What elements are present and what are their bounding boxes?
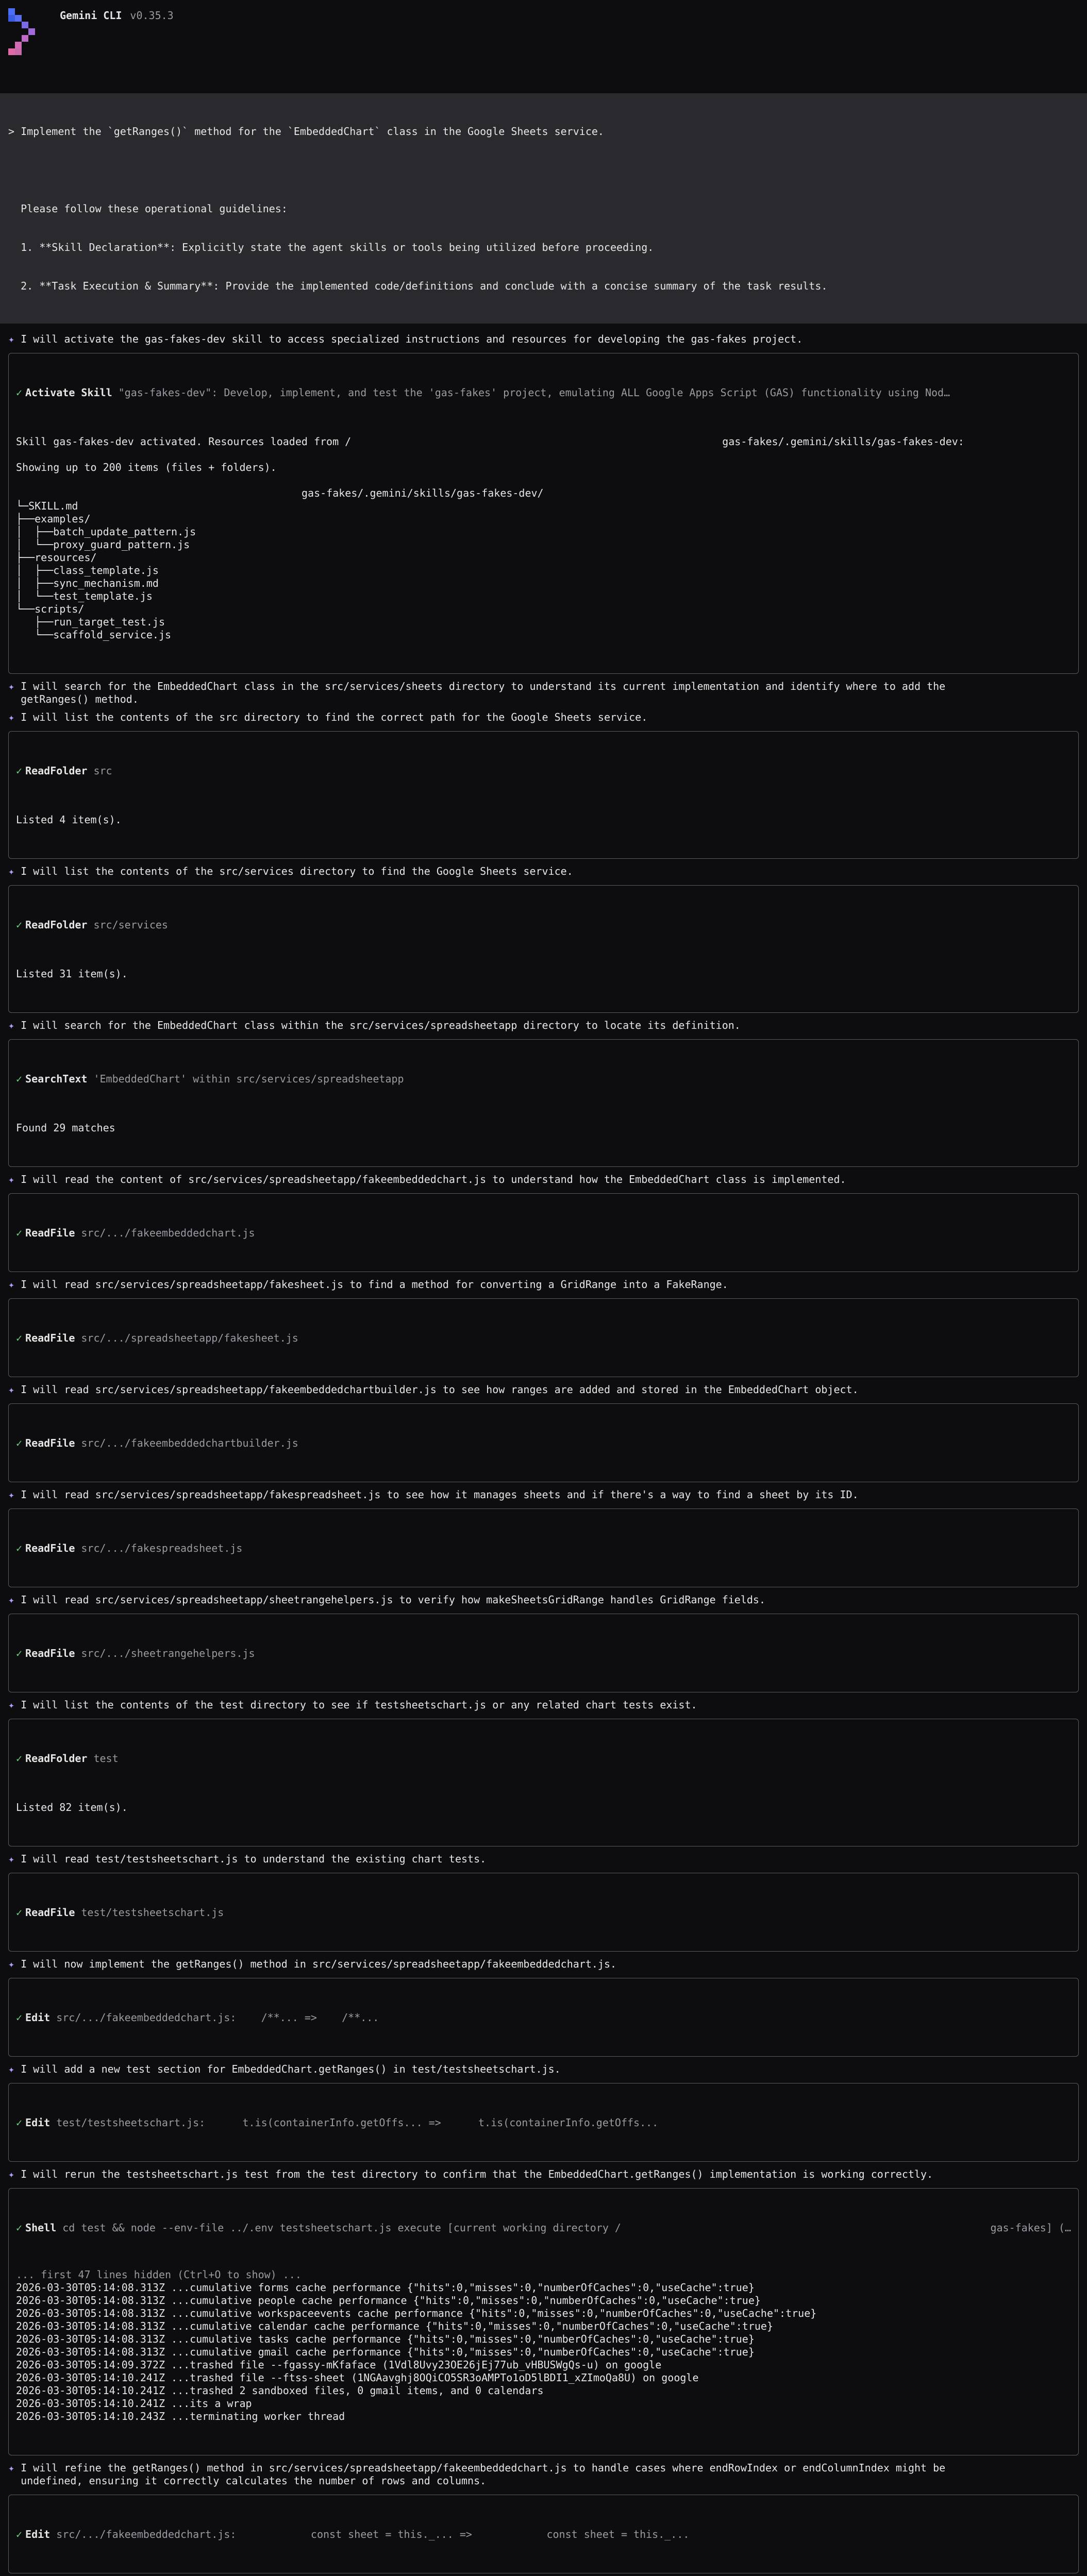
tool-output: Listed 82 item(s). (16, 1801, 128, 1814)
tool-activate-skill[interactable] (8, 353, 1079, 674)
tree-item: │ └──test_template.js (16, 590, 153, 602)
shell-line: 2026-03-30T05:14:08.313Z ...cumulative forms cache performance {"hits":0,"misses":0,"numberOfCaches":0,"useCache":true} (16, 2281, 755, 2294)
tool-shell[interactable] (8, 2188, 1079, 2455)
gemini-logo-icon (8, 8, 49, 65)
tool-desc: test (93, 1752, 119, 1765)
tree-item: ├──examples/ (16, 513, 91, 525)
message-text: I will now implement the getRanges() method in src/services/spreadsheetapp/fakeembeddedchart.js. (14, 1958, 617, 1970)
tool-name: Edit (25, 2011, 51, 2024)
tool-searchtext[interactable] (8, 1039, 1079, 1167)
check-icon: ✓ (16, 1437, 23, 1449)
shell-line: 2026-03-30T05:14:08.313Z ...cumulative people cache performance {"hits":0,"misses":0,"numberOfCaches":0,"useCache":true} (16, 2294, 761, 2307)
tool-name: ReadFolder (25, 919, 88, 931)
sparkle-icon: ✦ (8, 711, 15, 723)
message-text: I will refine the getRanges() method in src/services/spreadsheetapp/fakeembeddedchart.js to handle cases where endRowIndex or endColumnIndex might be (14, 2462, 946, 2474)
check-icon: ✓ (16, 1542, 23, 1554)
tool-edit[interactable] (8, 1978, 1079, 2057)
tool-desc: src/.../spreadsheetapp/fakesheet.js (81, 1332, 298, 1344)
shell-line: ... first 47 lines hidden (Ctrl+O to show) ... (16, 2268, 302, 2281)
shell-line: 2026-03-30T05:14:08.313Z ...cumulative tasks cache performance {"hits":0,"misses":0,"numberOfCaches":0,"useCache":true} (16, 2333, 755, 2345)
agent-message (8, 1594, 1079, 1606)
sparkle-icon: ✦ (8, 2462, 15, 2474)
sparkle-icon: ✦ (8, 2168, 15, 2180)
agent-message: getRanges() method. (8, 693, 139, 705)
tool-desc: src/.../fakeembeddedchart.js: /**... => /**... (56, 2011, 379, 2024)
agent-message (8, 1958, 1079, 1971)
agent-message (8, 1173, 1079, 1186)
tool-readfolder[interactable] (8, 1719, 1079, 1846)
showing-text: Showing up to 200 items (files + folders). (16, 461, 277, 473)
skill-loaded-path: gas-fakes/.gemini/skills/gas-fakes-dev: (722, 435, 964, 448)
prompt-line: 2. **Task Execution & Summary**: Provide the implemented code/definitions and conclude with a concise summary of the task results. (8, 280, 828, 292)
check-icon: ✓ (16, 919, 23, 931)
message-text: I will rerun the testsheetschart.js test from the test directory to confirm that the EmbeddedChart.getRanges() implementation is working correctly. (14, 2168, 933, 2180)
sparkle-icon: ✦ (8, 680, 15, 692)
check-icon: ✓ (16, 1073, 23, 1085)
tool-desc: cd test && node --env-file ../.env testsheetschart.js execute [current working directory / (62, 2222, 621, 2234)
prompt-line (8, 164, 1079, 177)
tool-name: ReadFile (25, 1906, 75, 1919)
prompt-line: 1. **Skill Declaration**: Explicitly state the agent skills or tools being utilized before proceeding. (8, 241, 654, 253)
agent-message (8, 1488, 1079, 1501)
sparkle-icon: ✦ (8, 1383, 15, 1396)
tree-item: └──scaffold_service.js (16, 629, 172, 641)
tool-desc: test/testsheetschart.js (81, 1906, 224, 1919)
tool-name: Activate Skill (25, 386, 112, 399)
agent-message (8, 1853, 1079, 1866)
check-icon: ✓ (16, 1752, 23, 1765)
tool-readfile[interactable] (8, 1403, 1079, 1482)
tool-desc: src/.../fakespreadsheet.js (81, 1542, 243, 1554)
message-text: I will add a new test section for EmbeddedChart.getRanges() in test/testsheetschart.js. (14, 2063, 561, 2075)
agent-message (8, 333, 1079, 346)
check-icon: ✓ (16, 1332, 23, 1344)
app-name: Gemini CLI (60, 9, 122, 22)
tool-name: Edit (25, 2116, 51, 2129)
tree-item: │ ├──sync_mechanism.md (16, 577, 159, 589)
tool-desc: test/testsheetschart.js: t.is(containerInfo.getOffs... => t.is(containerInfo.getOffs... (56, 2116, 659, 2129)
message-text: I will read src/services/spreadsheetapp/sheetrangehelpers.js to verify how makeSheetsGridRange handles GridRange fields. (14, 1594, 766, 1606)
check-icon: ✓ (16, 2222, 23, 2234)
sparkle-icon: ✦ (8, 2063, 15, 2075)
tool-readfile[interactable] (8, 1298, 1079, 1377)
sparkle-icon: ✦ (8, 1019, 15, 1031)
tree-item: │ └──proxy_guard_pattern.js (16, 538, 190, 551)
check-icon: ✓ (16, 2528, 23, 2540)
tool-name: ReadFile (25, 1647, 75, 1659)
check-icon: ✓ (16, 2116, 23, 2129)
tool-output: Found 29 matches (16, 1122, 115, 1134)
tool-desc: src (93, 765, 112, 777)
tool-readfile[interactable] (8, 1614, 1079, 1692)
shell-output (16, 2268, 1071, 2423)
tool-desc: src/.../fakeembeddedchartbuilder.js (81, 1437, 298, 1449)
file-tree (16, 500, 1071, 641)
message-text: I will read src/services/spreadsheetapp/fakespreadsheet.js to see how it manages sheets and if there's a way to find a sheet by its ID. (14, 1488, 859, 1501)
sparkle-icon: ✦ (8, 1173, 15, 1185)
shell-line: 2026-03-30T05:14:10.241Z ...trashed 2 sandboxed files, 0 gmail items, and 0 calendars (16, 2384, 544, 2397)
agent-message (8, 1383, 1079, 1396)
tool-readfile[interactable] (8, 1509, 1079, 1587)
tool-name: ReadFile (25, 1542, 75, 1554)
message-text: I will search for the EmbeddedChart class within the src/services/spreadsheetapp directory to locate its definition. (14, 1019, 741, 1031)
tool-desc-right: gas-fakes] (… (990, 2222, 1071, 2234)
user-prompt (0, 93, 1087, 324)
prompt-line: > Implement the `getRanges()` method for the `EmbeddedChart` class in the Google Sheets service. (8, 125, 604, 138)
tool-readfile[interactable] (8, 1873, 1079, 1952)
tool-name: Shell (25, 2222, 57, 2234)
sparkle-icon: ✦ (8, 1853, 15, 1865)
tool-name: ReadFile (25, 1437, 75, 1449)
sparkle-icon: ✦ (8, 1958, 15, 1970)
tree-item: ├──run_target_test.js (16, 616, 165, 628)
shell-line: 2026-03-30T05:14:08.313Z ...cumulative gmail cache performance {"hits":0,"misses":0,"numberOfCaches":0,"useCache":true} (16, 2346, 755, 2358)
message-text: I will list the contents of the src/services directory to find the Google Sheets service. (14, 865, 573, 877)
tool-desc: "gas-fakes-dev": Develop, implement, and test the 'gas-fakes' project, emulating ALL Google Apps Script (GAS) functionality using Nod… (118, 386, 950, 399)
tool-output (16, 435, 1071, 641)
message-text: I will activate the gas-fakes-dev skill to access specialized instructions and resources for developing the gas-fakes project. (14, 333, 803, 345)
tool-name: ReadFolder (25, 1752, 88, 1765)
agent-message (8, 711, 1079, 724)
shell-line: 2026-03-30T05:14:09.372Z ...trashed file --fgassy-mKfaface (1Vdl8Uvy23OE26jEj77ub_vHBUSWgQs-u) on google (16, 2359, 662, 2371)
tool-output: Listed 31 item(s). (16, 968, 128, 980)
agent-message (8, 1699, 1079, 1711)
tool-desc: src/services (93, 919, 168, 931)
tool-edit[interactable] (8, 2495, 1079, 2573)
tool-readfile[interactable] (8, 1193, 1079, 1272)
tool-name: Edit (25, 2528, 51, 2540)
sparkle-icon: ✦ (8, 1699, 15, 1711)
tree-item: └─SKILL.md (16, 500, 78, 512)
agent-message (8, 865, 1079, 878)
shell-line: 2026-03-30T05:14:10.241Z ...trashed file --ftss-sheet (1NGAavghj8OQiCO5SR3oAMPTo1oD5lBDI1_xZImoQa8U) on google (16, 2371, 699, 2384)
shell-line: 2026-03-30T05:14:10.243Z ...terminating worker thread (16, 2410, 345, 2422)
check-icon: ✓ (16, 1906, 23, 1919)
sparkle-icon: ✦ (8, 1278, 15, 1291)
tool-name: ReadFolder (25, 765, 88, 777)
tool-output: Listed 4 item(s). (16, 814, 122, 826)
tool-desc: 'EmbeddedChart' within src/services/spreadsheetapp (93, 1073, 404, 1085)
message-text: I will read test/testsheetschart.js to understand the existing chart tests. (14, 1853, 487, 1865)
tree-item: │ ├──class_template.js (16, 564, 159, 577)
tool-desc: src/.../sheetrangehelpers.js (81, 1647, 255, 1659)
tool-name: SearchText (25, 1073, 88, 1085)
header (8, 8, 1079, 70)
tool-desc: src/.../fakeembeddedchart.js: const sheet = this._... => const sheet = this._... (56, 2528, 690, 2540)
message-text: I will read src/services/spreadsheetapp/fakeembeddedchartbuilder.js to see how ranges are added and stored in the EmbeddedChart object. (14, 1383, 859, 1396)
shell-line: 2026-03-30T05:14:08.313Z ...cumulative calendar cache performance {"hits":0,"misses":0,"numberOfCaches":0,"useCache":true} (16, 2320, 774, 2332)
tree-item: ├──resources/ (16, 551, 97, 564)
check-icon: ✓ (16, 386, 23, 399)
agent-message (8, 2063, 1079, 2076)
tree-item: │ ├──batch_update_pattern.js (16, 526, 196, 538)
message-text: I will search for the EmbeddedChart class in the src/services/sheets directory to understand its current implementation and identify where to add the (14, 680, 946, 692)
check-icon: ✓ (16, 1227, 23, 1239)
tool-name: ReadFile (25, 1332, 75, 1344)
shell-line: 2026-03-30T05:14:10.241Z ...its a wrap (16, 2397, 252, 2410)
check-icon: ✓ (16, 1647, 23, 1659)
check-icon: ✓ (16, 2011, 23, 2024)
message-text: I will read the content of src/services/spreadsheetapp/fakeembeddedchart.js to understand how the EmbeddedChart class is implemented. (14, 1173, 846, 1185)
agent-message (8, 2462, 1079, 2475)
tool-readfolder[interactable] (8, 885, 1079, 1013)
sparkle-icon: ✦ (8, 1488, 15, 1501)
tree-item: └──scripts/ (16, 603, 85, 615)
skill-loaded-text: Skill gas-fakes-dev activated. Resources loaded from / (16, 435, 352, 448)
check-icon: ✓ (16, 765, 23, 777)
app-version: v0.35.3 (130, 9, 174, 22)
sparkle-icon: ✦ (8, 865, 15, 877)
agent-message (8, 1278, 1079, 1291)
message-text: I will read src/services/spreadsheetapp/fakesheet.js to find a method for converting a GridRange into a FakeRange. (14, 1278, 728, 1291)
agent-message (8, 680, 1079, 693)
message-text: I will list the contents of the src directory to find the correct path for the Google Sheets service. (14, 711, 648, 723)
tool-name: ReadFile (25, 1227, 75, 1239)
agent-message (8, 2168, 1079, 2181)
sparkle-icon: ✦ (8, 333, 15, 345)
tool-readfolder[interactable] (8, 731, 1079, 859)
tool-desc: src/.../fakeembeddedchart.js (81, 1227, 255, 1239)
agent-message (8, 1019, 1079, 1032)
message-text: I will list the contents of the test directory to see if testsheetschart.js or any related chart tests exist. (14, 1699, 697, 1711)
prompt-line: Please follow these operational guidelines: (8, 202, 288, 215)
agent-message: undefined, ensuring it correctly calculates the number of rows and columns. (8, 2475, 487, 2487)
sparkle-icon: ✦ (8, 1594, 15, 1606)
shell-line: 2026-03-30T05:14:08.313Z ...cumulative workspaceevents cache performance {"hits":0,"misses":0,"numberOfCaches":0,"useCache":true} (16, 2307, 817, 2319)
tool-edit[interactable] (8, 2083, 1079, 2162)
tree-root: gas-fakes/.gemini/skills/gas-fakes-dev/ (302, 487, 544, 499)
